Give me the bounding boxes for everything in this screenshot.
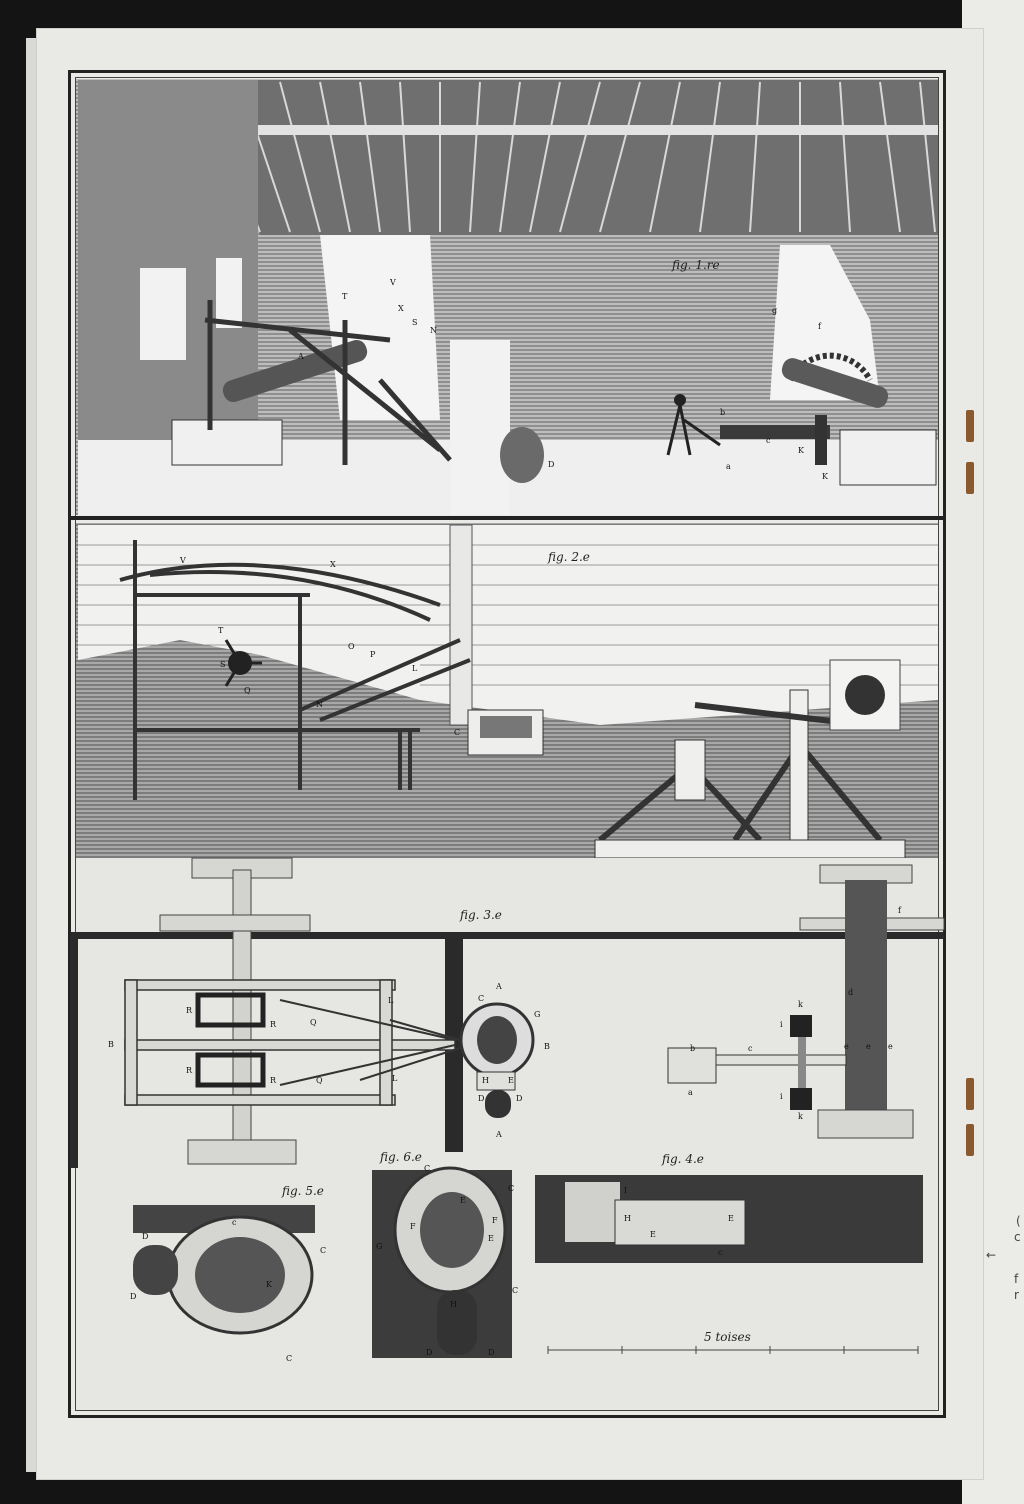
annotation-letter: V	[390, 278, 396, 287]
annotation-letter: F	[492, 1216, 498, 1225]
annotation-letter: E	[650, 1230, 656, 1239]
annotation-letter: f	[818, 322, 821, 331]
annotation-letter: E	[488, 1234, 494, 1243]
annotation-letter: c	[748, 1044, 753, 1053]
annotation-letter: X	[330, 560, 336, 569]
annotation-letter: k	[798, 1112, 803, 1121]
figure-6-label: fig. 6.e	[380, 1150, 422, 1164]
annotation-letter: R	[186, 1066, 193, 1075]
annotation-letter: a	[688, 1088, 693, 1097]
annotation-letter: G	[534, 1010, 541, 1019]
annotation-letter: H	[450, 1300, 457, 1309]
annotation-letter: L	[412, 664, 418, 673]
annotation-letter: f	[898, 906, 901, 915]
margin-letter: f	[1014, 1272, 1019, 1286]
annotation-letter: H	[482, 1076, 489, 1085]
annotation-letter: D	[478, 1094, 485, 1103]
annotation-letter: C	[512, 1286, 519, 1295]
annotation-letter: C	[508, 1184, 515, 1193]
annotation-letter: C	[478, 994, 485, 1003]
margin-letter: r	[1014, 1288, 1019, 1302]
annotation-letter: D	[488, 1348, 495, 1357]
annotation-letter: R	[270, 1020, 277, 1029]
annotation-letter: E	[728, 1214, 734, 1223]
annotation-letter: T	[342, 292, 348, 301]
annotation-letter: V	[180, 556, 186, 565]
annotation-letter: D	[548, 460, 555, 469]
annotation-letter: B	[544, 1042, 550, 1051]
annotation-letter: X	[398, 304, 404, 313]
figure-3-label: fig. 3.e	[460, 908, 502, 922]
annotation-letter: A	[496, 1130, 502, 1139]
annotation-letter: A	[298, 352, 304, 361]
annotation-letter: c	[718, 1248, 723, 1257]
annotation-letter: k	[798, 1000, 803, 1009]
annotation-letter: H	[624, 1214, 631, 1223]
annotation-letter: Q	[316, 1076, 323, 1085]
annotation-letter: B	[108, 1040, 114, 1049]
annotation-letter: N	[430, 326, 437, 335]
annotation-letter: L	[392, 1074, 398, 1083]
annotation-letter: E	[508, 1076, 514, 1085]
scale-bar-label: 5 toises	[704, 1330, 751, 1344]
annotation-letter: C	[286, 1354, 293, 1363]
figure-5-label: fig. 5.e	[282, 1184, 324, 1198]
figure-2-label: fig. 2.e	[548, 550, 590, 564]
annotation-letter: S	[412, 318, 418, 327]
annotation-letter: T	[218, 626, 224, 635]
annotation-letter: i	[780, 1092, 783, 1101]
figure-1-label: fig. 1.re	[672, 258, 720, 272]
annotation-letter: Q	[310, 1018, 317, 1027]
annotation-letter: b	[690, 1044, 696, 1053]
annotation-letter: D	[130, 1292, 137, 1301]
annotation-letter: A	[496, 982, 502, 991]
margin-arrow: ←	[986, 1248, 997, 1262]
annotation-letter: F	[410, 1222, 416, 1231]
annotation-letter: D	[426, 1348, 433, 1357]
annotation-letter: P	[370, 650, 376, 659]
annotation-letter: R	[186, 1006, 193, 1015]
annotation-letter: C	[320, 1246, 327, 1255]
annotation-letter: K	[798, 446, 804, 455]
annotation-letter: R	[270, 1076, 277, 1085]
margin-letter: (	[1016, 1214, 1021, 1228]
annotation-letter: g	[772, 306, 778, 315]
annotation-letter: Q	[244, 686, 251, 695]
annotation-letter: a	[726, 462, 731, 471]
annotation-letter: D	[516, 1094, 523, 1103]
annotation-letter: c	[232, 1218, 237, 1227]
margin-letter: c	[1014, 1230, 1021, 1244]
annotation-letter: b	[720, 408, 726, 417]
annotation-letter: K	[822, 472, 828, 481]
annotation-letter: C	[424, 1164, 431, 1173]
annotation-letter: C	[454, 728, 461, 737]
figure-4-label: fig. 4.e	[662, 1152, 704, 1166]
annotation-letter: N	[316, 700, 323, 709]
annotation-letter: e	[844, 1042, 849, 1051]
annotation-letter: d	[848, 988, 854, 997]
annotation-letter: S	[220, 660, 226, 669]
annotation-letter: e	[866, 1042, 871, 1051]
annotation-letter: e	[888, 1042, 893, 1051]
annotation-letter: K	[266, 1280, 272, 1289]
annotation-letter: E	[460, 1196, 466, 1205]
annotation-letter: O	[348, 642, 355, 651]
annotation-letter: L	[388, 996, 394, 1005]
annotation-letter: i	[780, 1020, 783, 1029]
annotation-letter: c	[766, 436, 771, 445]
annotation-letter: G	[376, 1242, 383, 1251]
annotation-letter: I	[624, 1186, 628, 1195]
annotation-letter: D	[142, 1232, 149, 1241]
